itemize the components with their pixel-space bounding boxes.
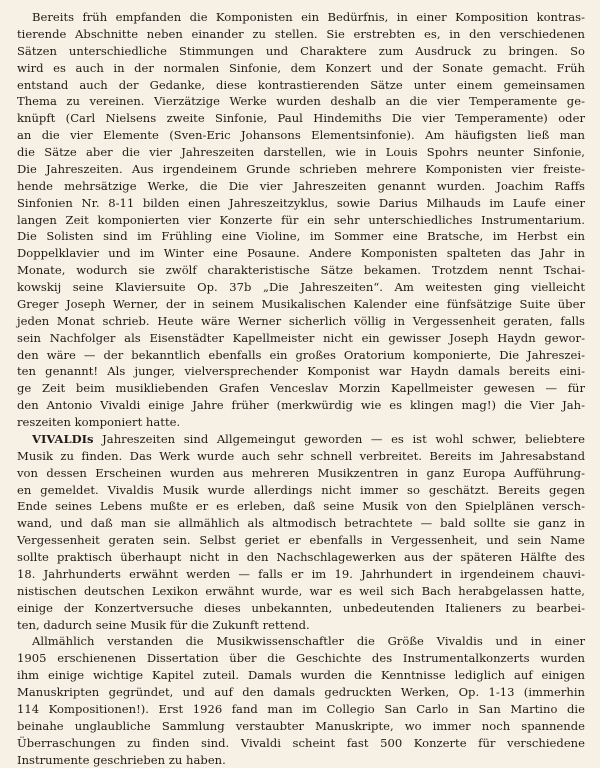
text-line — [17, 380, 585, 397]
text-line — [17, 161, 585, 178]
text-line — [17, 347, 585, 364]
line-text: von dessen Erscheinen wurden aus mehreren Musikzentren in ganz Europa Aufführung- — [17, 466, 585, 480]
text-line — [17, 482, 585, 499]
line-text: wand, und daß man sie allmählich als altmodisch betrachtete — bald sollte sie ganz in — [17, 516, 585, 530]
text-line — [17, 735, 585, 752]
line-text: sollte praktisch überhaupt nicht in den Nachschlagewerken aus der späteren Hälfte des — [17, 550, 585, 564]
text-line — [17, 600, 585, 617]
text-line — [17, 245, 585, 262]
text-line — [17, 414, 585, 431]
line-text: wird es auch in der normalen Sinfonie, dem Konzert und der Sonate gemacht. Früh — [17, 61, 585, 75]
line-text: tierende Abschnitte neben einander zu stellen. Sie erstrebten es, in den verschiedenen — [17, 27, 585, 41]
line-text: Instrumente geschrieben zu haben. — [17, 753, 226, 767]
text-line — [17, 279, 585, 296]
line-text: Allmählich verstanden die Musikwissenschaftler die Größe Vivaldis und in einer — [32, 634, 585, 648]
text-line — [17, 431, 585, 448]
line-text: entstand auch der Gedanke, diese kontrastierenden Sätze unter einem gemeinsamen — [17, 78, 585, 92]
line-text: en gemeldet. Vivaldis Musik wurde allerdings nicht immer so geschätzt. Bereits gegen — [17, 483, 585, 497]
text-line — [17, 532, 585, 549]
text-line — [17, 583, 585, 600]
text-line — [17, 465, 585, 482]
text-line — [17, 498, 585, 515]
line-text: 1905 erschienenen Dissertation über die Geschichte des Instrumentalkonzerts wurden — [17, 651, 585, 665]
line-text: Bereits früh empfanden die Komponisten ein Bedürfnis, in einer Komposition kontras- — [32, 10, 585, 24]
line-text: ten genannt! Als junger, vielversprechender Komponist war Haydn damals bereits eini- — [17, 364, 585, 378]
text-line — [17, 549, 585, 566]
text-line — [17, 144, 585, 161]
line-text: ten, dadurch seine Musik für die Zukunft rettend. — [17, 618, 310, 632]
line-text: 114 Kompositionen!). Erst 1926 fand man im Collegio San Carlo in San Martino die — [17, 702, 585, 716]
text-line — [17, 684, 585, 701]
line-text: Überraschungen zu finden sind. Vivaldi scheint fast 500 Konzerte für verschiedene — [17, 736, 585, 750]
text-line — [17, 701, 585, 718]
text-line — [17, 195, 585, 212]
text-line — [17, 127, 585, 144]
text-line — [17, 77, 585, 94]
line-text: Vergessenheit geraten sein. Selbst geriet er ebenfalls in Vergessenheit, und sein Name — [17, 533, 585, 547]
text-line — [17, 650, 585, 667]
text-line — [17, 566, 585, 583]
paragraph — [17, 9, 585, 431]
text-line — [17, 363, 585, 380]
text-line — [17, 26, 585, 43]
line-text: knüpft (Carl Nielsens zweite Sinfonie, Paul Hindemiths Die vier Temperamente) oder — [17, 111, 585, 125]
line-text: Sinfonien Nr. 8-11 bilden einen Jahreszeitzyklus, sowie Darius Milhauds im Laufe einer — [17, 196, 585, 210]
line-text: Jahreszeiten sind Allgemeingut geworden — es ist wohl schwer, beliebtere — [94, 432, 585, 446]
article-text — [17, 9, 585, 768]
text-line — [17, 296, 585, 313]
text-line — [17, 448, 585, 465]
line-text: langen Zeit komponierten vier Konzerte für ein sehr unterschiedliches Instrumentarium. — [17, 213, 585, 227]
text-line — [17, 515, 585, 532]
line-text: Sätzen unterschiedliche Stimmungen und Charaktere zum Ausdruck zu bringen. So — [17, 44, 585, 58]
line-text: Die Solisten sind im Frühling eine Violine, im Sommer eine Bratsche, im Herbst ein — [17, 229, 585, 243]
line-text: Musik zu finden. Das Werk wurde auch sehr schnell verbreitet. Bereits im Jahresabstand — [17, 449, 585, 463]
line-text: Die Jahreszeiten. Aus irgendeinem Grunde schrieben mehrere Komponisten vier freiste- — [17, 162, 585, 176]
paragraph — [17, 633, 585, 768]
text-line — [17, 633, 585, 650]
text-line — [17, 617, 585, 634]
text-line — [17, 9, 585, 26]
line-text: ihm einige wichtige Kapitel zuteil. Damals wurden die Kenntnisse lediglich auf einigen — [17, 668, 585, 682]
text-line — [17, 110, 585, 127]
line-text: 18. Jahrhunderts erwähnt werden — falls er im 19. Jahrhundert in irgendeinem chauvi- — [17, 567, 585, 581]
text-line — [17, 212, 585, 229]
text-line — [17, 178, 585, 195]
text-line — [17, 667, 585, 684]
text-line — [17, 718, 585, 735]
line-text: Greger Joseph Werner, der in seinem Musikalischen Kalender eine fünfsätzige Suite über — [17, 297, 585, 311]
text-line — [17, 752, 585, 768]
text-line — [17, 313, 585, 330]
paragraph — [17, 431, 585, 634]
line-text: Manuskripten gegründet, und auf den damals gedruckten Werken, Op. 1-13 (immerhin — [17, 685, 585, 699]
line-text: beinahe unglaubliche Sammlung verstaubter Manuskripte, wo immer noch spannende — [17, 719, 585, 733]
line-text: reszeiten komponiert hatte. — [17, 415, 180, 429]
line-text: nistischen deutschen Lexikon erwähnt wurde, war es weil sich Bach herabgelassen hatte, — [17, 584, 585, 598]
line-text: Monate, wodurch sie zwölf charakteristische Sätze bekamen. Trotzdem nennt Tschai- — [17, 263, 585, 277]
text-line — [17, 262, 585, 279]
text-line — [17, 93, 585, 110]
line-text: einige der Konzertversuche dieses unbekannten, unbedeutenden Italieners zu bearbei- — [17, 601, 585, 615]
line-text: die Sätze aber die vier Jahreszeiten darstellen, wie in Louis Spohrs neunter Sinfonie, — [17, 145, 585, 159]
line-text: den Antonio Vivaldi einige Jahre früher (merkwürdig wie es klingen mag!) die Vier Jah- — [17, 398, 585, 412]
text-line — [17, 43, 585, 60]
text-line — [17, 397, 585, 414]
bold-lead-word: VIVALDIs — [32, 432, 94, 446]
line-text: Doppelklavier und im Winter eine Posaune. Andere Komponisten spalteten das Jahr in — [17, 246, 585, 260]
line-text: sein Nachfolger als Eisenstädter Kapellmeister nicht ein gewisser Joseph Haydn gewor- — [17, 331, 585, 345]
text-line — [17, 330, 585, 347]
line-text: an die vier Elemente (Sven-Eric Johansons Elementsinfonie). Am häufigsten ließ man — [17, 128, 585, 142]
line-text: Thema zu vereinen. Vierzätzige Werke wurden deshalb an die vier Temperamente ge- — [17, 94, 585, 108]
line-text: Ende seines Lebens mußte er es erleben, daß seine Musik von den Spielplänen versch- — [17, 499, 585, 513]
line-text: ge Zeit beim musikliebenden Grafen Venceslav Morzin Kapellmeister gewesen — für — [17, 381, 585, 395]
text-line — [17, 60, 585, 77]
line-text: den wäre — der bekanntlich ebenfalls ein großes Oratorium komponierte, Die Jahreszei- — [17, 348, 585, 362]
line-text: hende mehrsätzige Werke, die Die vier Jahreszeiten genannt wurden. Joachim Raffs — [17, 179, 585, 193]
line-text: jeden Monat schrieb. Heute wäre Werner sicherlich völlig in Vergessenheit geraten, falls — [17, 314, 585, 328]
text-line — [17, 228, 585, 245]
line-text: kowskij seine Klaviersuite Op. 37b „Die Jahreszeiten“. Am weitesten ging vielleicht — [17, 280, 585, 294]
